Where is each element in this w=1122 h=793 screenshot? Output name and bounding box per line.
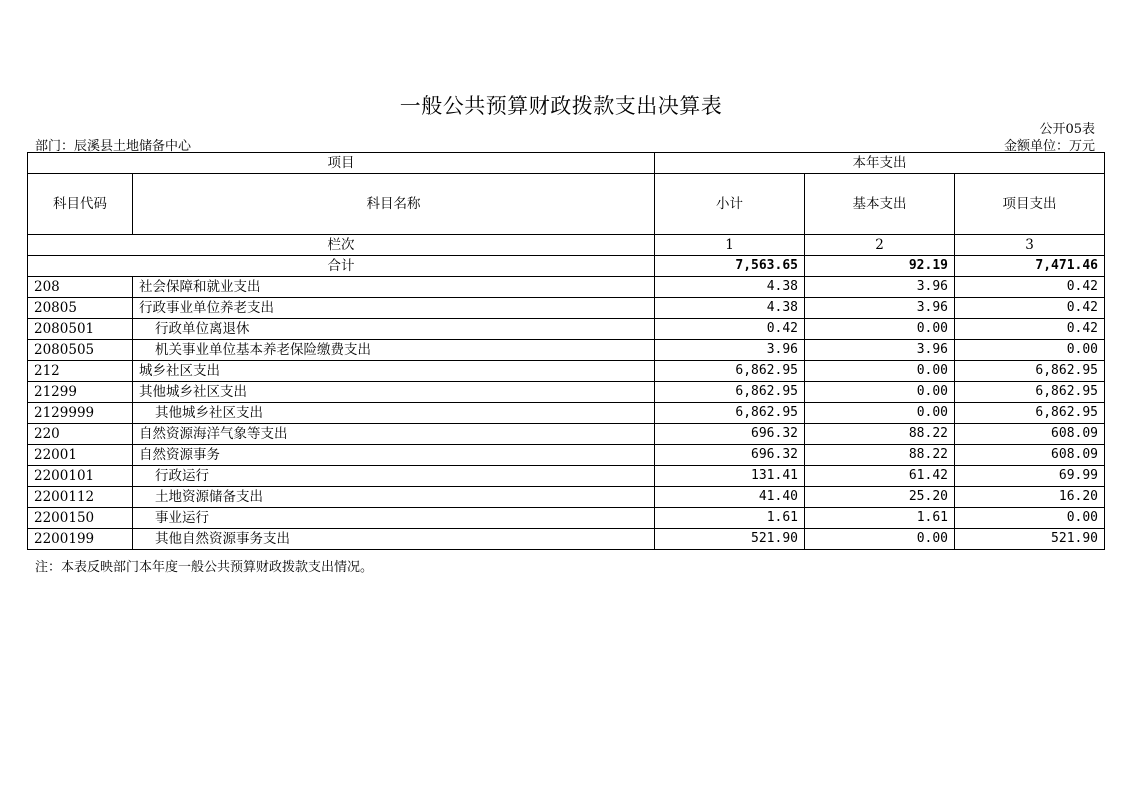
table-row (28, 424, 1105, 445)
row-name: 行政单位离退休 (133, 319, 655, 340)
header-item: 项目 (28, 153, 655, 174)
row-code: 208 (28, 277, 133, 298)
total-label: 合计 (28, 256, 655, 277)
column-number-label: 栏次 (28, 235, 655, 256)
row-subtotal: 3.96 (655, 340, 805, 361)
table-row (28, 277, 1105, 298)
row-basic: 0.00 (805, 319, 955, 340)
table-row (28, 445, 1105, 466)
table-row (28, 508, 1105, 529)
row-basic: 0.00 (805, 529, 955, 550)
table-row (28, 382, 1105, 403)
row-subtotal: 6,862.95 (655, 382, 805, 403)
row-name: 土地资源储备支出 (133, 487, 655, 508)
header-name: 科目名称 (133, 174, 655, 235)
table-row (28, 361, 1105, 382)
row-name: 行政事业单位养老支出 (133, 298, 655, 319)
row-code: 20805 (28, 298, 133, 319)
table-row (28, 340, 1105, 361)
row-project: 0.00 (955, 340, 1105, 361)
row-project: 608.09 (955, 424, 1105, 445)
column-number-2: 2 (805, 235, 955, 256)
row-subtotal: 131.41 (655, 466, 805, 487)
row-name: 自然资源事务 (133, 445, 655, 466)
row-project: 16.20 (955, 487, 1105, 508)
row-basic: 0.00 (805, 361, 955, 382)
row-name: 其他自然资源事务支出 (133, 529, 655, 550)
row-subtotal: 0.42 (655, 319, 805, 340)
total-project: 7,471.46 (955, 256, 1105, 277)
total-subtotal: 7,563.65 (655, 256, 805, 277)
header-code: 科目代码 (28, 174, 133, 235)
header-row-1 (28, 153, 1105, 174)
total-basic: 92.19 (805, 256, 955, 277)
row-basic: 3.96 (805, 340, 955, 361)
row-subtotal: 41.40 (655, 487, 805, 508)
row-code: 220 (28, 424, 133, 445)
row-code: 22001 (28, 445, 133, 466)
row-project: 0.42 (955, 319, 1105, 340)
footnote: 注：本表反映部门本年度一般公共预算财政拨款支出情况。 (35, 560, 374, 575)
table-row (28, 403, 1105, 424)
page-title: 一般公共预算财政拨款支出决算表 (399, 94, 723, 118)
row-code: 21299 (28, 382, 133, 403)
table-row (28, 298, 1105, 319)
table-row (28, 487, 1105, 508)
row-basic: 3.96 (805, 277, 955, 298)
form-code: 公开05表 (1039, 122, 1095, 137)
row-basic: 88.22 (805, 445, 955, 466)
row-subtotal: 4.38 (655, 277, 805, 298)
column-number-1: 1 (655, 235, 805, 256)
row-project: 6,862.95 (955, 403, 1105, 424)
row-basic: 25.20 (805, 487, 955, 508)
header-row-2 (28, 174, 1105, 235)
row-subtotal: 6,862.95 (655, 361, 805, 382)
row-code: 2200112 (28, 487, 133, 508)
row-basic: 0.00 (805, 403, 955, 424)
row-code: 2129999 (28, 403, 133, 424)
row-basic: 1.61 (805, 508, 955, 529)
row-subtotal: 4.38 (655, 298, 805, 319)
table-row (28, 319, 1105, 340)
row-name: 机关事业单位基本养老保险缴费支出 (133, 340, 655, 361)
row-name: 社会保障和就业支出 (133, 277, 655, 298)
row-name: 事业运行 (133, 508, 655, 529)
row-subtotal: 1.61 (655, 508, 805, 529)
row-basic: 61.42 (805, 466, 955, 487)
row-code: 2200101 (28, 466, 133, 487)
row-project: 6,862.95 (955, 361, 1105, 382)
row-project: 0.42 (955, 277, 1105, 298)
row-name: 自然资源海洋气象等支出 (133, 424, 655, 445)
row-project: 0.42 (955, 298, 1105, 319)
table-row (28, 466, 1105, 487)
row-subtotal: 696.32 (655, 445, 805, 466)
row-project: 608.09 (955, 445, 1105, 466)
row-project: 6,862.95 (955, 382, 1105, 403)
row-project: 521.90 (955, 529, 1105, 550)
unit-label: 金额单位：万元 (1003, 139, 1095, 154)
row-name: 其他城乡社区支出 (133, 403, 655, 424)
row-code: 2200199 (28, 529, 133, 550)
row-code: 2080501 (28, 319, 133, 340)
row-project: 0.00 (955, 508, 1105, 529)
header-this-year: 本年支出 (655, 153, 1105, 174)
column-number-3: 3 (955, 235, 1105, 256)
column-number-row (28, 235, 1105, 256)
department-label: 部门：辰溪县土地储备中心 (35, 139, 192, 154)
row-name: 行政运行 (133, 466, 655, 487)
row-name: 其他城乡社区支出 (133, 382, 655, 403)
row-subtotal: 696.32 (655, 424, 805, 445)
row-basic: 88.22 (805, 424, 955, 445)
row-name: 城乡社区支出 (133, 361, 655, 382)
row-subtotal: 6,862.95 (655, 403, 805, 424)
row-code: 2080505 (28, 340, 133, 361)
expenditure-table (27, 152, 1105, 550)
row-basic: 0.00 (805, 382, 955, 403)
header-project: 项目支出 (955, 174, 1105, 235)
row-code: 212 (28, 361, 133, 382)
header-basic: 基本支出 (805, 174, 955, 235)
header-subtotal: 小计 (655, 174, 805, 235)
total-row (28, 256, 1105, 277)
row-basic: 3.96 (805, 298, 955, 319)
table-row (28, 529, 1105, 550)
row-project: 69.99 (955, 466, 1105, 487)
row-subtotal: 521.90 (655, 529, 805, 550)
row-code: 2200150 (28, 508, 133, 529)
